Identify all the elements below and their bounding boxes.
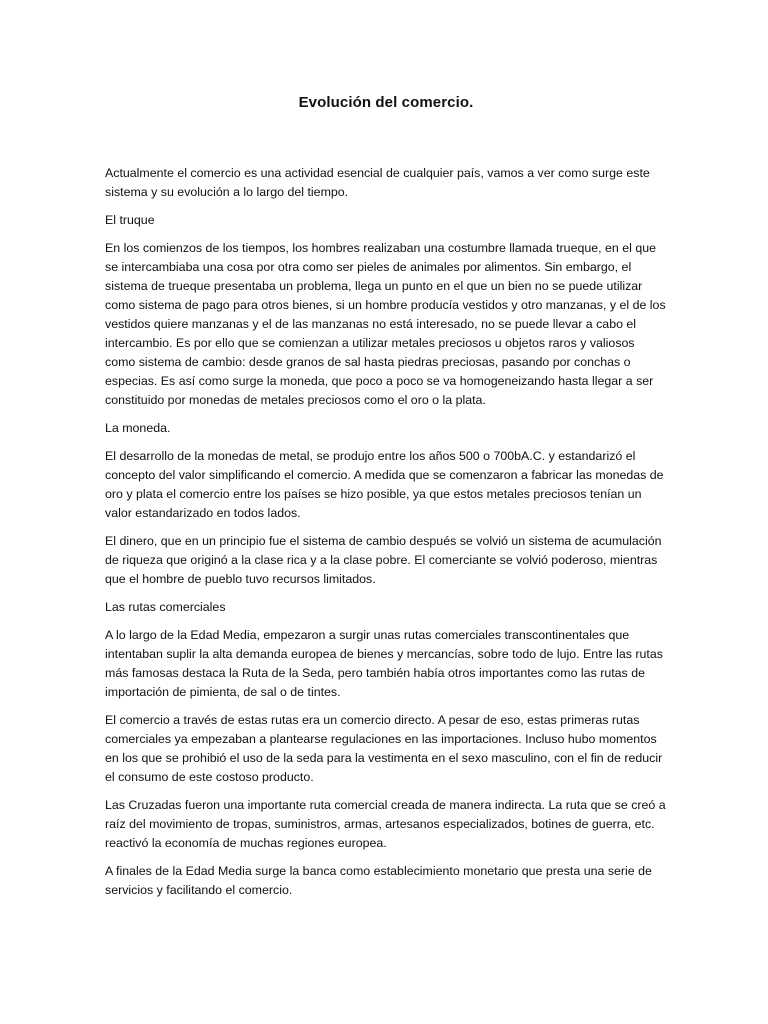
paragraph-rutas-4: A finales de la Edad Media surge la banca como establecimiento monetario que presta una serie de servicios y facilitando el comercio. — [105, 864, 652, 897]
paragraph-rutas-2: El comercio a través de estas rutas era un comercio directo. A pesar de eso, estas primeras rutas comerciales ya empezaban a plantearse regulaciones en las importaciones. Incluso hubo momentos en los que se prohibió el uso de la seda para la vestimenta en el sexo masculino, con el fin de reducir el consumo de este costoso producto. — [105, 713, 663, 784]
document-title: Evolución del comercio. — [298, 94, 474, 111]
section-heading-truque: El truque — [105, 213, 155, 227]
intro-paragraph: Actualmente el comercio es una actividad esencial de cualquier país, vamos a ver como surge este sistema y su evolución a lo largo del tiempo. — [105, 166, 650, 199]
paragraph-truque-1: En los comienzos de los tiempos, los hombres realizaban una costumbre llamada trueque, en el que se intercambiaba una cosa por otra como ser pieles de animales por alimentos. Sin embargo, el sistema de trueque presentaba un problema, llega un punto en el que un bien no se puede utilizar como sistema de pago para otros bienes, si un hombre producía vestidos y otro manzanas, y el de los vestidos quiere manzanas y el de las manzanas no está interesado, no se puede llevar a cabo el intercambio. Es por ello que se comienzan a utilizar metales preciosos u objetos raros y valiosos como sistema de cambio: desde granos de sal hasta piedras preciosas, pasando por conchas o especias. Es así como surge la moneda, que poco a poco se va homogeneizando hasta llegar a ser constituido por monedas de metales preciosos como el oro o la plata. — [105, 241, 666, 407]
section-heading-rutas: Las rutas comerciales — [105, 600, 226, 614]
section-heading-moneda: La moneda. — [105, 421, 171, 435]
paragraph-rutas-1: A lo largo de la Edad Media, empezaron a surgir unas rutas comerciales transcontinentales que intentaban suplir la alta demanda europea de bienes y mercancías, sobre todo de lujo. Entre las rutas más famosas destaca la Ruta de la Seda, pero también había otros importantes como las rutas de importación de pimienta, de sal o de tintes. — [105, 628, 663, 699]
paragraph-moneda-2: El dinero, que en un principio fue el sistema de cambio después se volvió un sistema de acumulación de riqueza que originó a la clase rica y a la clase pobre. El comerciante se volvió poderoso, mientras que el hombre de pueblo tuvo recursos limitados. — [105, 534, 662, 586]
paragraph-moneda-1: El desarrollo de la monedas de metal, se produjo entre los años 500 o 700bA.C. y estandarizó el concepto del valor simplificando el comercio. A medida que se comenzaron a fabricar las monedas de oro y plata el comercio entre los países se hizo posible, ya que estos metales preciosos tenían un valor estandarizado en todos lados. — [105, 449, 664, 520]
paragraph-rutas-3: Las Cruzadas fueron una importante ruta comercial creada de manera indirecta. La ruta que se creó a raíz del movimiento de tropas, suministros, armas, artesanos especializados, botines de guerra, etc. reactivó la economía de muchas regiones europea. — [105, 798, 666, 850]
document-body — [105, 93, 667, 909]
